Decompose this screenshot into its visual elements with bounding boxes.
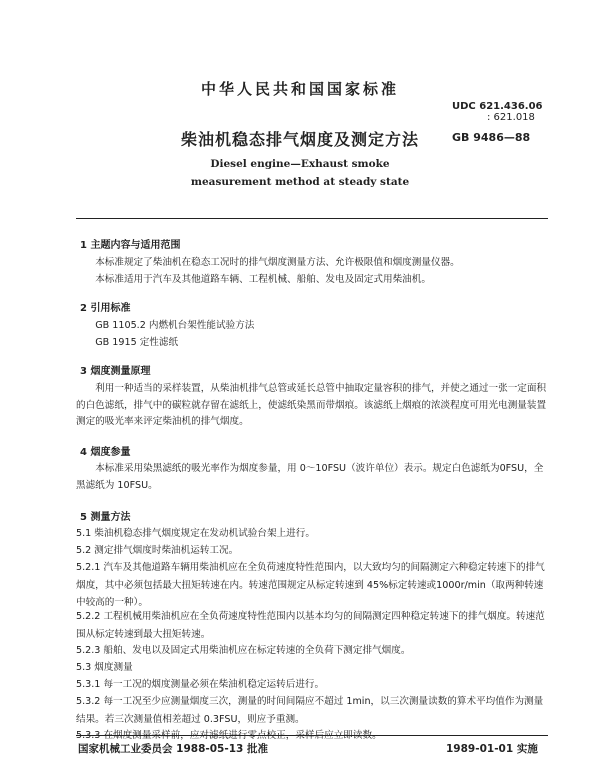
- clause: 5.2 测定排气烟度时柴油机运转工况。: [76, 545, 239, 556]
- paragraph: 本标准适用于汽车及其他道路车辆、工程机械、船舶、发电及固定式用柴油机。: [95, 274, 431, 285]
- udc-code: UDC 621.436.06: [452, 101, 543, 112]
- paragraph: 利用一种适当的采样装置，从柴油机排气总管或延长总管中抽取定量容积的排气，并使之通过一张一定面积的白色滤纸，排气中的碳粒就存留在滤纸上，使滤纸染黑而带烟痕。该滤纸上烟痕的浓淡程度可用光电测量装置测定的吸光率来评定柴油机的排气烟度。: [76, 383, 547, 427]
- reference-item: GB 1105.2 内燃机台架性能试验方法: [95, 320, 255, 331]
- clause: 5.3 烟度测量: [76, 662, 133, 673]
- english-title-line2: measurement method at steady state: [190, 176, 410, 188]
- footer-rule: [76, 735, 548, 736]
- standard-name: 中华人民共和国国家标准: [200, 80, 399, 98]
- paragraph: 本标准采用染黑滤纸的吸光率作为烟度参量，用 0～10FSU（波许单位）表示。规定白色滤纸为0FSU，全黑滤纸为 10FSU。: [76, 463, 544, 491]
- udc-code-secondary: : 621.018: [487, 112, 535, 123]
- english-title-line1: Diesel engine—Exhaust smoke: [210, 158, 390, 170]
- section-heading: 2 引用标准: [80, 303, 131, 314]
- gb-code: GB 9486—88: [452, 131, 531, 144]
- document-title: 柴油机稳态排气烟度及测定方法: [180, 130, 419, 149]
- paragraph: 本标准规定了柴油机在稳态工况时的排气烟度测量方法、允许极限值和烟度测量仪器。: [95, 257, 460, 268]
- section-heading: 5 测量方法: [80, 512, 131, 523]
- clause: 5.2.3 船舶、发电以及固定式用柴油机应在标定转速的全负荷下测定排气烟度。: [76, 645, 411, 656]
- clause: 5.2.1 汽车及其他道路车辆用柴油机应在全负荷速度特性范围内，以大致均匀的间隔测定六种稳定转速下的排气烟度，其中必须包括最大扭矩转速在内。转速范围规定从标定转速到 45%标定转速或1000r/min（取两种转速中较高的一种）。: [76, 562, 545, 608]
- clause: 5.3.1 每一工况的烟度测量必须在柴油机稳定运转后进行。: [76, 679, 325, 690]
- header-rule: [76, 218, 548, 219]
- section-heading: 1 主题内容与适用范围: [80, 240, 181, 251]
- clause: 5.2.2 工程机械用柴油机应在全负荷速度特性范围内以基本均匀的间隔测定四种稳定转速下的排气烟度。转速范围从标定转速到最大扭矩转速。: [76, 611, 545, 640]
- clause: 5.3.3 在烟度测量采样前，应对滤纸进行零点校正，采样后应立即读数。: [76, 730, 382, 741]
- approval-date: 国家机械工业委员会 1988-05-13 批准: [78, 743, 268, 755]
- clause: 5.1 柴油机稳态排气烟度规定在发动机试验台架上进行。: [76, 528, 315, 539]
- clause: 5.3.2 每一工况至少应测量烟度三次，测量的时间间隔应不超过 1min，以三次测量读数的算术平均值作为测量结果。若三次测量值相差超过 0.3FSU，则应予重测。: [76, 696, 544, 725]
- reference-item: GB 1915 定性滤纸: [95, 337, 179, 348]
- section-heading: 4 烟度参量: [80, 447, 131, 458]
- section-heading: 3 烟度测量原理: [80, 366, 151, 377]
- implementation-date: 1989-01-01 实施: [446, 743, 538, 755]
